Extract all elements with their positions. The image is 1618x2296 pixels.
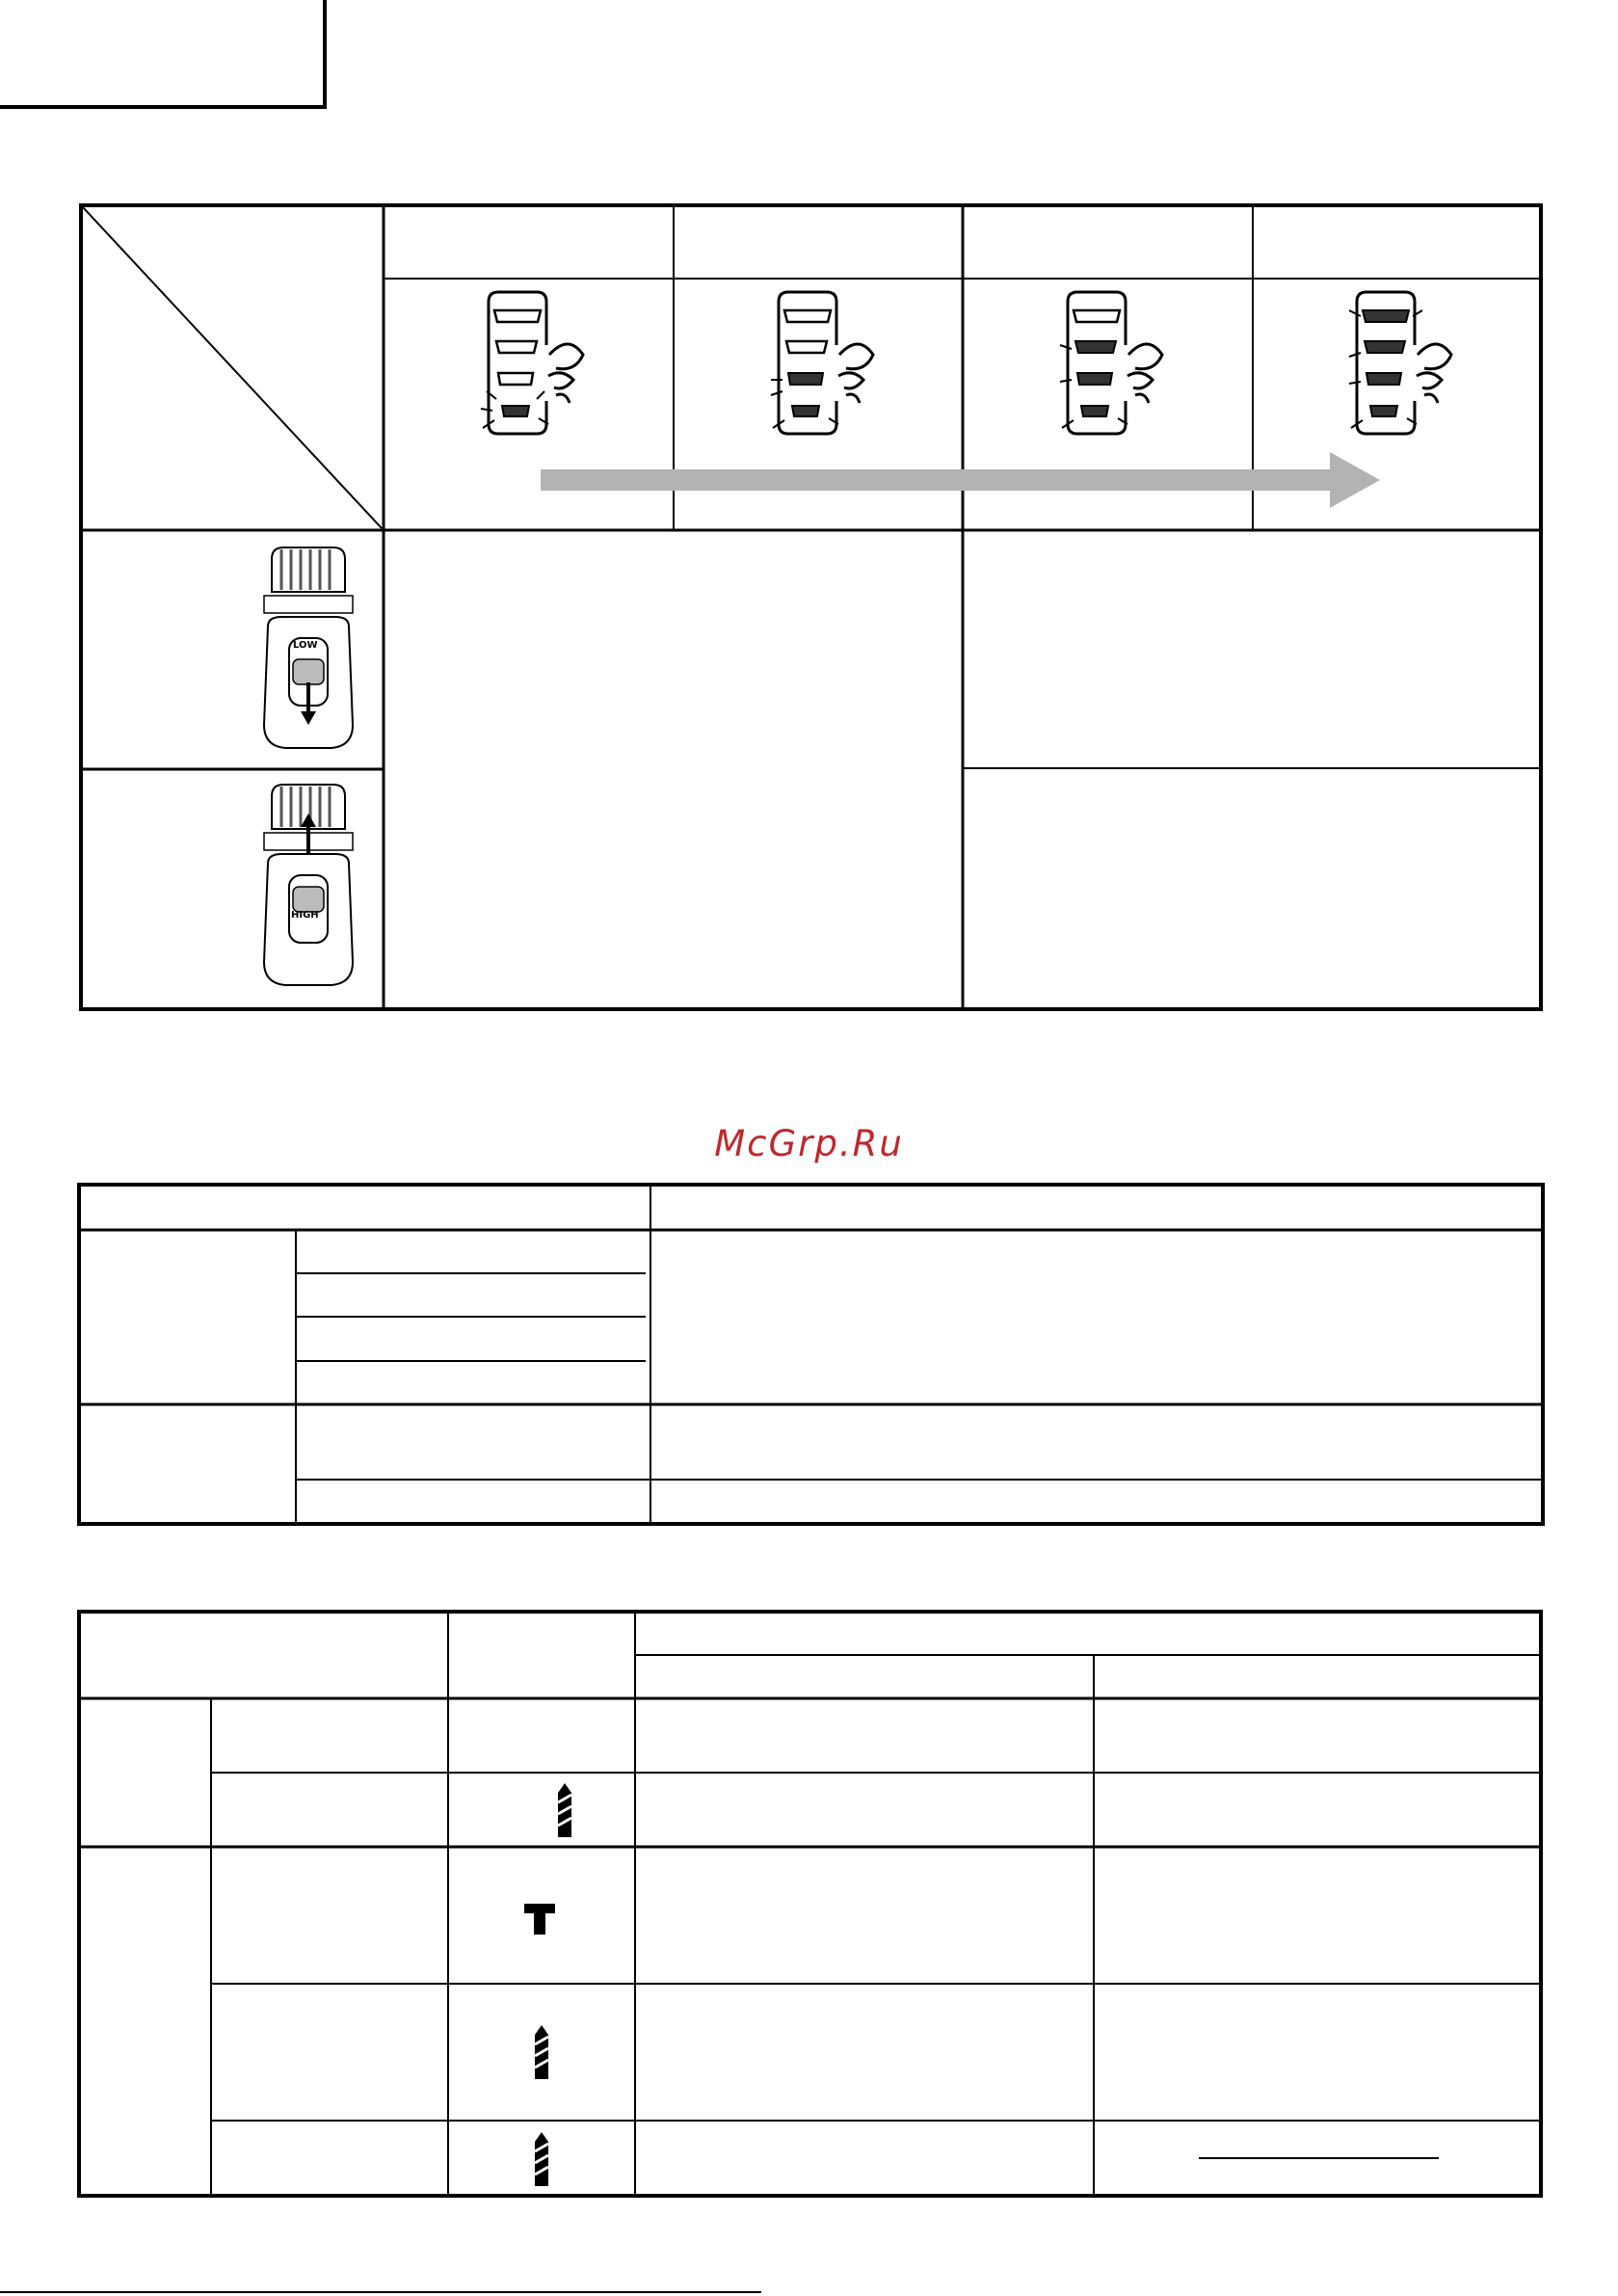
indicator-level-3-icon [1047,287,1191,451]
table-drilling [79,1612,1541,2196]
progress-arrow [541,452,1380,508]
indicator-level-2-icon [757,287,902,451]
drill-low-illustration [262,542,355,756]
drill-bit-icon [533,2023,550,2081]
table-settings [79,1185,1543,1524]
drill-high-illustration [262,779,355,993]
high-label: HIGH [291,910,319,921]
watermark-text: McGrp.Ru [714,1123,904,1164]
indicator-level-1-icon [467,287,612,451]
low-label: LOW [293,640,318,651]
drill-bit-icon [556,1781,573,1839]
indicator-level-4-icon [1336,287,1480,451]
drill-bit-icon [533,2130,550,2188]
hammer-t-icon [522,1902,557,1936]
